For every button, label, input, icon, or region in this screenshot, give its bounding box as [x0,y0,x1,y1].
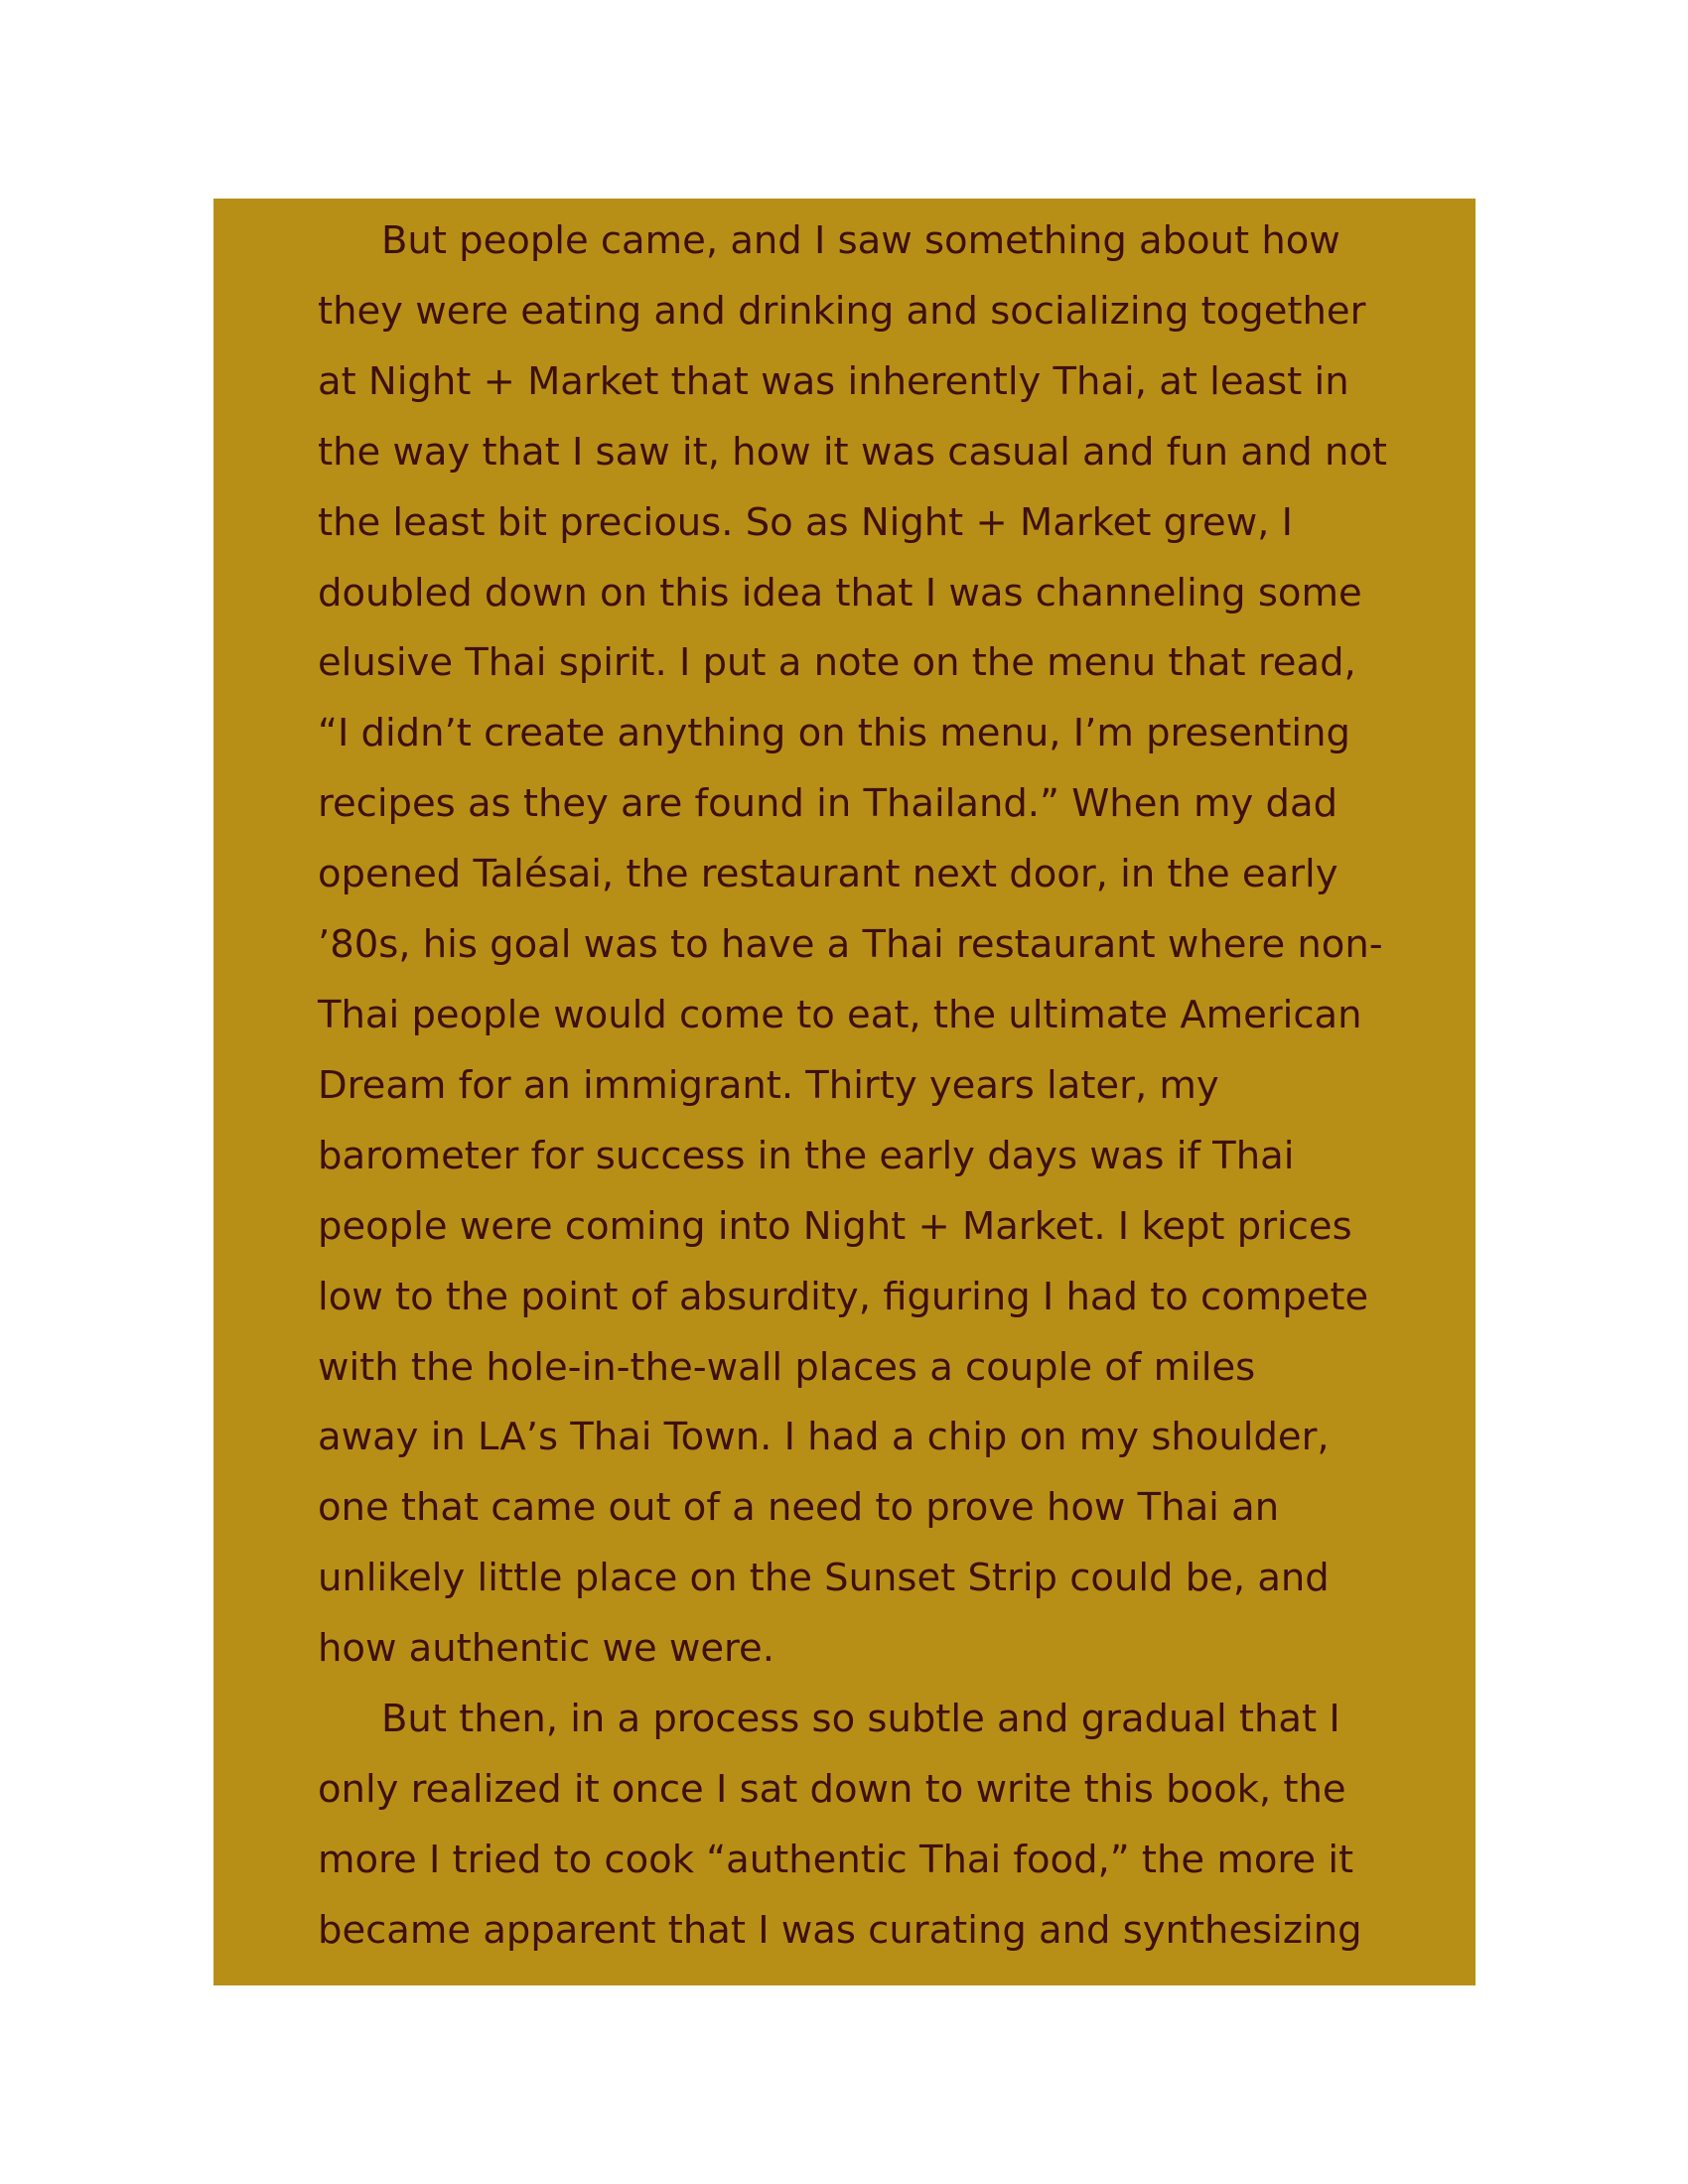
text-line: low to the point of absurdity, figuring I had to compete [318,1274,1369,1319]
text-line: became apparent that I was curating and synthesizing [318,1907,1362,1953]
text-line: “I didn’t create anything on this menu, I’m presenting [318,711,1350,756]
paragraph-2 [318,1685,1395,1967]
text-line: doubled down on this idea that I was channeling some [318,570,1362,615]
text-line: Dream for an immigrant. Thirty years later, my [318,1062,1219,1108]
body-text [318,206,1395,1967]
paragraph-1 [318,206,1395,1685]
text-line: ’80s, his goal was to have a Thai restaurant where non- [318,922,1383,968]
text-line: only realized it once I sat down to write this book, the [318,1766,1346,1812]
text-line: people were coming into Night + Market. I kept prices [318,1203,1352,1249]
text-line: one that came out of a need to prove how Thai an [318,1485,1280,1531]
text-line: how authentic we were. [318,1626,774,1672]
text-line: Thai people would come to eat, the ultimate American [318,992,1362,1037]
text-line: unlikely little place on the Sunset Strip could be, and [318,1556,1330,1601]
text-line: at Night + Market that was inherently Thai, at least in [318,358,1349,404]
text-line: with the hole-in-the-wall places a couple of miles [318,1344,1256,1390]
text-line: more I tried to cook “authentic Thai food,” the more it [318,1837,1354,1882]
text-line: they were eating and drinking and socializing together [318,288,1366,334]
text-line: the least bit precious. So as Night + Market grew, I [318,499,1294,545]
text-line: recipes as they are found in Thailand.” When my dad [318,781,1338,827]
text-line: barometer for success in the early days was if Thai [318,1133,1295,1178]
text-line: elusive Thai spirit. I put a note on the menu that read, [318,640,1356,686]
text-line: But people came, and I saw something about how [381,218,1340,263]
text-line: the way that I saw it, how it was casual and fun and not [318,429,1388,475]
text-line: opened Talésai, the restaurant next door, in the early [318,852,1338,897]
page-panel [213,199,1476,1985]
text-line: But then, in a process so subtle and gradual that I [381,1697,1340,1742]
text-line: away in LA’s Thai Town. I had a chip on my shoulder, [318,1415,1330,1460]
